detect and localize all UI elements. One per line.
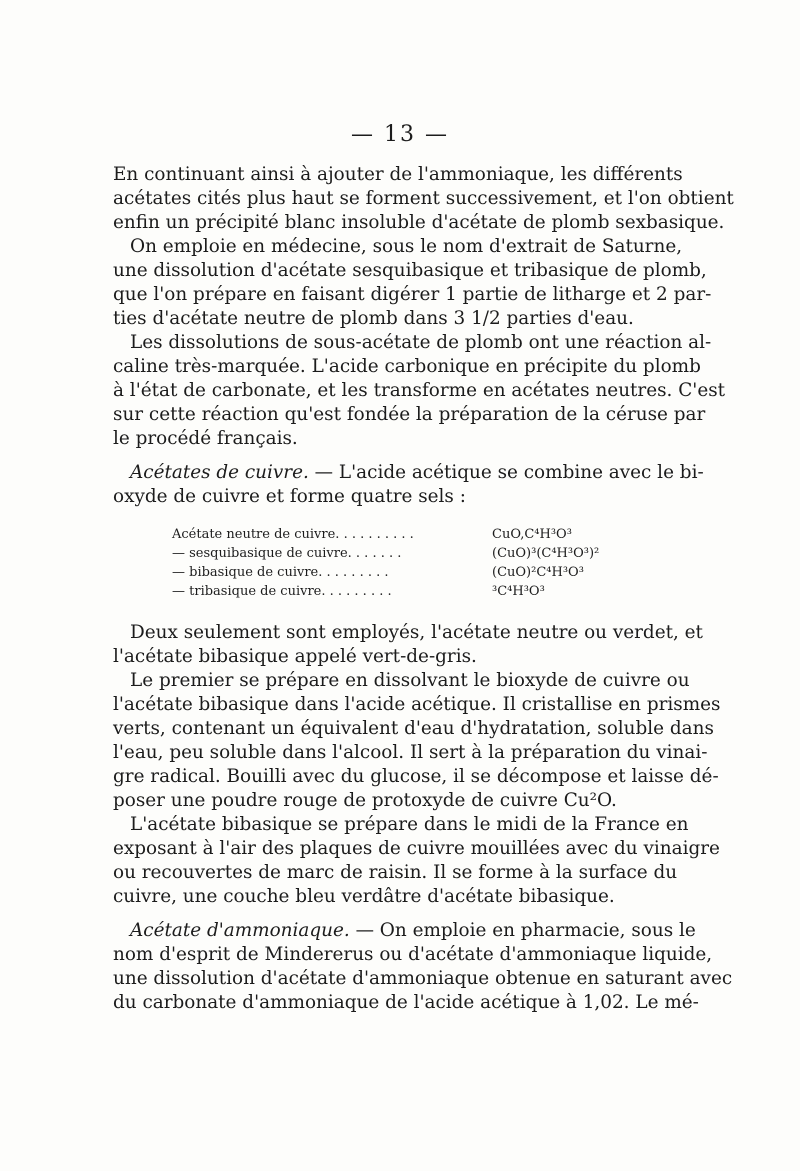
section-heading-line bbox=[130, 461, 704, 485]
text-line: caline très-marquée. L'acide carbonique en précipite du plomb bbox=[113, 356, 701, 377]
text-line: ou recouvertes de marc de raisin. Il se forme à la surface du bbox=[113, 862, 678, 883]
text-line: l'eau, peu soluble dans l'alcool. Il sert à la préparation du vinai- bbox=[113, 742, 708, 763]
text-line: l'acétate bibasique dans l'acide acétique. Il cristallise en prismes bbox=[113, 694, 721, 715]
text-line: verts, contenant un équivalent d'eau d'hydratation, soluble dans bbox=[113, 718, 714, 739]
section-title: Acétate d'ammoniaque. bbox=[130, 920, 350, 941]
text-line: L'acétate bibasique se prépare dans le midi de la France en bbox=[130, 814, 689, 835]
text-line: l'acétate bibasique appelé vert-de-gris. bbox=[113, 646, 477, 667]
text-line: une dissolution d'acétate sesquibasique et tribasique de plomb, bbox=[113, 260, 707, 281]
text-line: acétates cités plus haut se forment successivement, et l'on obtient bbox=[113, 188, 734, 209]
table-row bbox=[172, 545, 600, 563]
text-line: cuivre, une couche bleu verdâtre d'acétate bibasique. bbox=[113, 886, 615, 907]
text-line: Le premier se prépare en dissolvant le bioxyde de cuivre ou bbox=[130, 670, 690, 691]
table-formula: (CuO)²C⁴H³O³ bbox=[492, 565, 584, 580]
text-line: du carbonate d'ammoniaque de l'acide acétique à 1,02. Le mé- bbox=[113, 992, 699, 1013]
table-formula: ³C⁴H³O³ bbox=[492, 584, 545, 599]
table-row bbox=[172, 583, 592, 601]
text-line: ties d'acétate neutre de plomb dans 3 1/2 parties d'eau. bbox=[113, 308, 634, 329]
section-title: Acétates de cuivre. bbox=[130, 462, 309, 483]
text-line: à l'état de carbonate, et les transforme en acétates neutres. C'est bbox=[113, 380, 726, 401]
text-line: exposant à l'air des plaques de cuivre mouillées avec du vinaigre bbox=[113, 838, 720, 859]
text-line: Les dissolutions de sous-acétate de plomb ont une réaction al- bbox=[130, 332, 712, 353]
text-line: sur cette réaction qu'est fondée la préparation de la céruse par bbox=[113, 404, 706, 425]
section-text: — On emploie en pharmacie, sous le bbox=[349, 920, 696, 941]
text-line: nom d'esprit de Mindererus ou d'acétate d'ammoniaque liquide, bbox=[113, 944, 713, 965]
table-label: — tribasique de cuivre. . . . . . . . . bbox=[172, 584, 392, 599]
text-line: On emploie en médecine, sous le nom d'extrait de Saturne, bbox=[130, 236, 683, 257]
table-label: Acétate neutre de cuivre. . . . . . . . . . bbox=[172, 527, 414, 542]
text-line: gre radical. Bouilli avec du glucose, il se décompose et laisse dé- bbox=[113, 766, 719, 787]
table-formula: (CuO)³(C⁴H³O³)² bbox=[492, 546, 600, 561]
section-text: — L'acide acétique se combine avec le bi- bbox=[308, 462, 704, 483]
table-row bbox=[172, 526, 592, 544]
page-number: — 13 — bbox=[351, 122, 449, 147]
text-line: poser une poudre rouge de protoxyde de cuivre Cu²O. bbox=[113, 790, 617, 811]
section-heading-line bbox=[130, 919, 696, 943]
text-line: le procédé français. bbox=[113, 428, 298, 449]
table-label: — bibasique de cuivre. . . . . . . . . bbox=[172, 565, 389, 580]
text-line: oxyde de cuivre et forme quatre sels : bbox=[113, 486, 466, 507]
table-formula: CuO,C⁴H³O³ bbox=[492, 527, 572, 542]
text-line: enfin un précipité blanc insoluble d'acétate de plomb sexbasique. bbox=[113, 212, 725, 233]
table-row bbox=[172, 564, 592, 582]
table-label: — sesquibasique de cuivre. . . . . . . bbox=[172, 546, 402, 561]
text-line: une dissolution d'acétate d'ammoniaque obtenue en saturant avec bbox=[113, 968, 733, 989]
text-line: Deux seulement sont employés, l'acétate neutre ou verdet, et bbox=[130, 622, 703, 643]
text-line: que l'on prépare en faisant digérer 1 partie de litharge et 2 par- bbox=[113, 284, 712, 305]
text-line: En continuant ainsi à ajouter de l'ammoniaque, les différents bbox=[113, 164, 683, 185]
